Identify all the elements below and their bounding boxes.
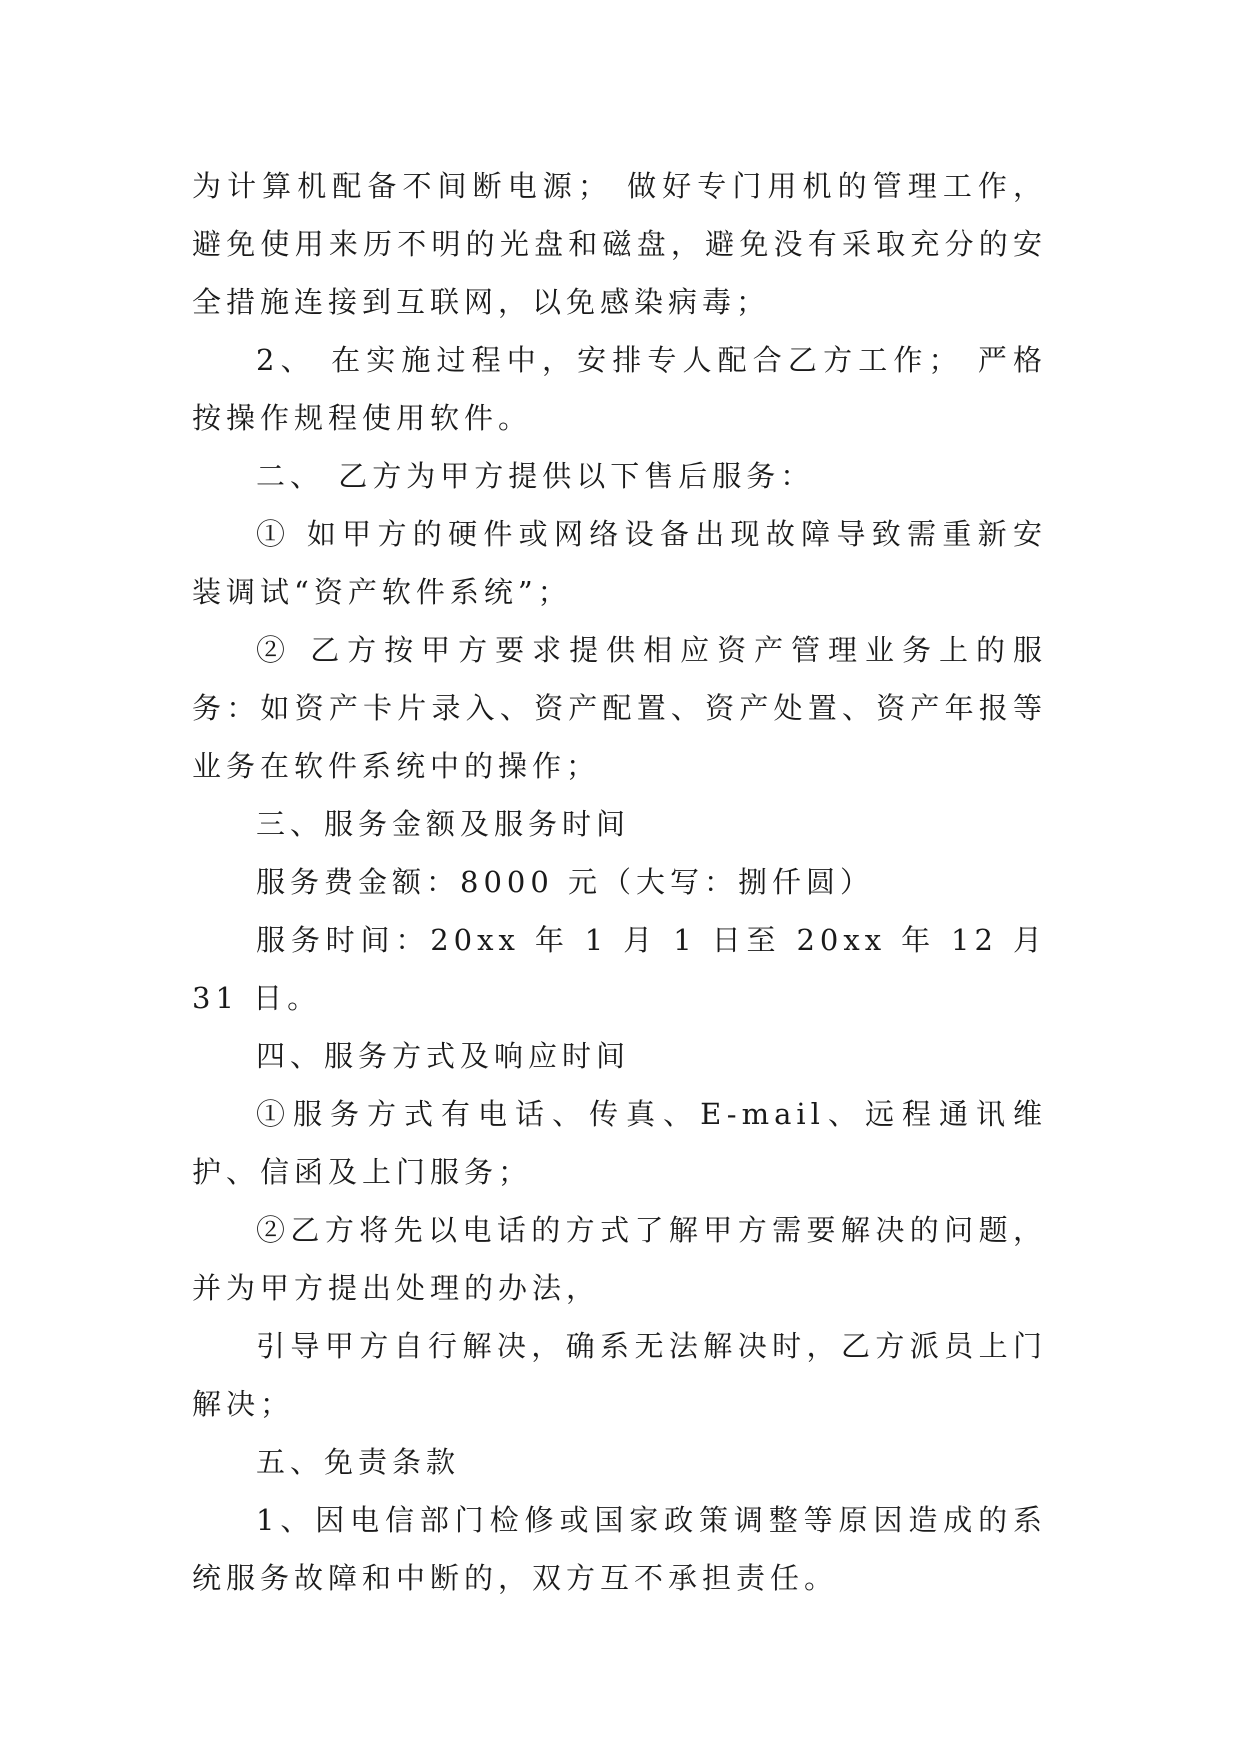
section-heading-4-method-response: 四、服务方式及响应时间 (256, 1039, 631, 1073)
paragraph-method-1-channels: ①服务方式有电话、传真、E-mail、远程通讯维护、信函及上门服务； (192, 1097, 1047, 1189)
document-body (192, 157, 1047, 1607)
paragraph-method-2-phone-first: ②乙方将先以电话的方式了解甲方需要解决的问题，并为甲方提出处理的办法， (192, 1213, 1047, 1305)
paragraph-method-onsite: 引导甲方自行解决，确系无法解决时，乙方派员上门解决； (192, 1329, 1047, 1421)
paragraph-service-period: 服务时间：20xx 年 1 月 1 日至 20xx 年 12 月 31 日。 (192, 923, 1047, 1015)
section-heading-2-after-sales: 二、 乙方为甲方提供以下售后服务： (256, 459, 815, 493)
paragraph-service-1-reinstall: ① 如甲方的硬件或网络设备出现故障导致需重新安装调试“资产软件系统”； (192, 517, 1047, 609)
paragraph-item-2-staff: 2、 在实施过程中，安排专人配合乙方工作； 严格按操作规程使用软件。 (192, 343, 1047, 435)
paragraph-power-supply-virus: 为计算机配备不间断电源； 做好专门用机的管理工作，避免使用来历不明的光盘和磁盘，避免没有采取充分的安全措施连接到互联网，以免感染病毒； (192, 169, 1047, 319)
paragraph-service-2-asset-management: ② 乙方按甲方要求提供相应资产管理业务上的服务：如资产卡片录入、资产配置、资产处置、资产年报等业务在软件系统中的操作； (192, 633, 1047, 783)
section-heading-5-disclaimer: 五、免责条款 (256, 1445, 461, 1479)
paragraph-service-fee: 服务费金额：8000 元（大写：捌仟圆） (256, 865, 875, 899)
section-heading-3-amount-time: 三、服务金额及服务时间 (256, 807, 631, 841)
paragraph-disclaimer-1: 1、因电信部门检修或国家政策调整等原因造成的系统服务故障和中断的，双方互不承担责任。 (192, 1503, 1047, 1595)
